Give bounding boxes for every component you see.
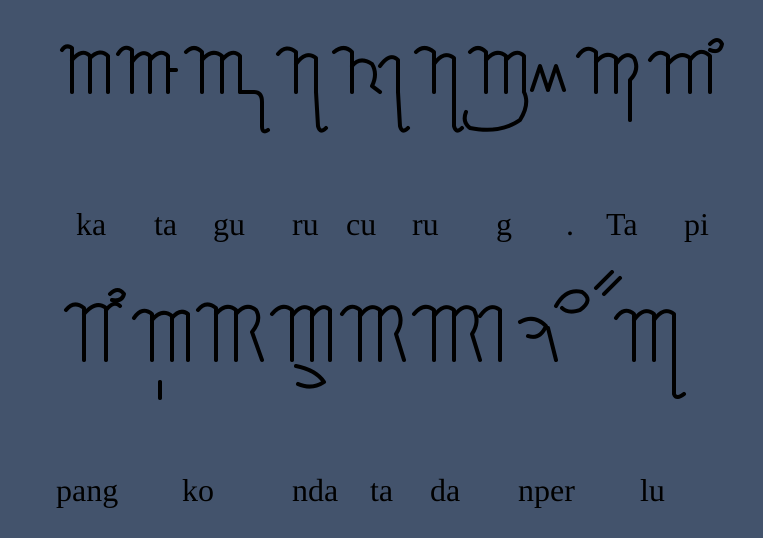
- script-line-1: [0, 30, 763, 140]
- javanese-script-line-2: [0, 270, 763, 400]
- syllable-period: .: [566, 206, 574, 242]
- syllable-ta: ta: [154, 206, 178, 242]
- syllable-ka: ka: [76, 206, 107, 242]
- syllable-da: da: [430, 472, 461, 508]
- syllable-ru: ru: [412, 206, 439, 242]
- syllable-pi: pi: [684, 206, 709, 242]
- syllable-ta: ta: [370, 472, 394, 508]
- syllable-ta-capital: Ta: [606, 206, 638, 242]
- script-line-2: [0, 270, 763, 400]
- syllable-ko: ko: [182, 472, 214, 508]
- syllable-lu: lu: [640, 472, 665, 508]
- syllable-nda: nda: [292, 472, 339, 508]
- syllable-gu: gu: [213, 206, 245, 242]
- transliteration-row-1: [0, 202, 763, 246]
- syllable-pang: pang: [56, 472, 119, 508]
- syllable-cu: cu: [346, 206, 377, 242]
- syllable-g: g: [496, 206, 512, 242]
- javanese-script-line-1: [0, 30, 763, 140]
- syllable-nper: nper: [518, 472, 575, 508]
- transliteration-row-2: [0, 468, 763, 512]
- syllable-ru: ru: [292, 206, 319, 242]
